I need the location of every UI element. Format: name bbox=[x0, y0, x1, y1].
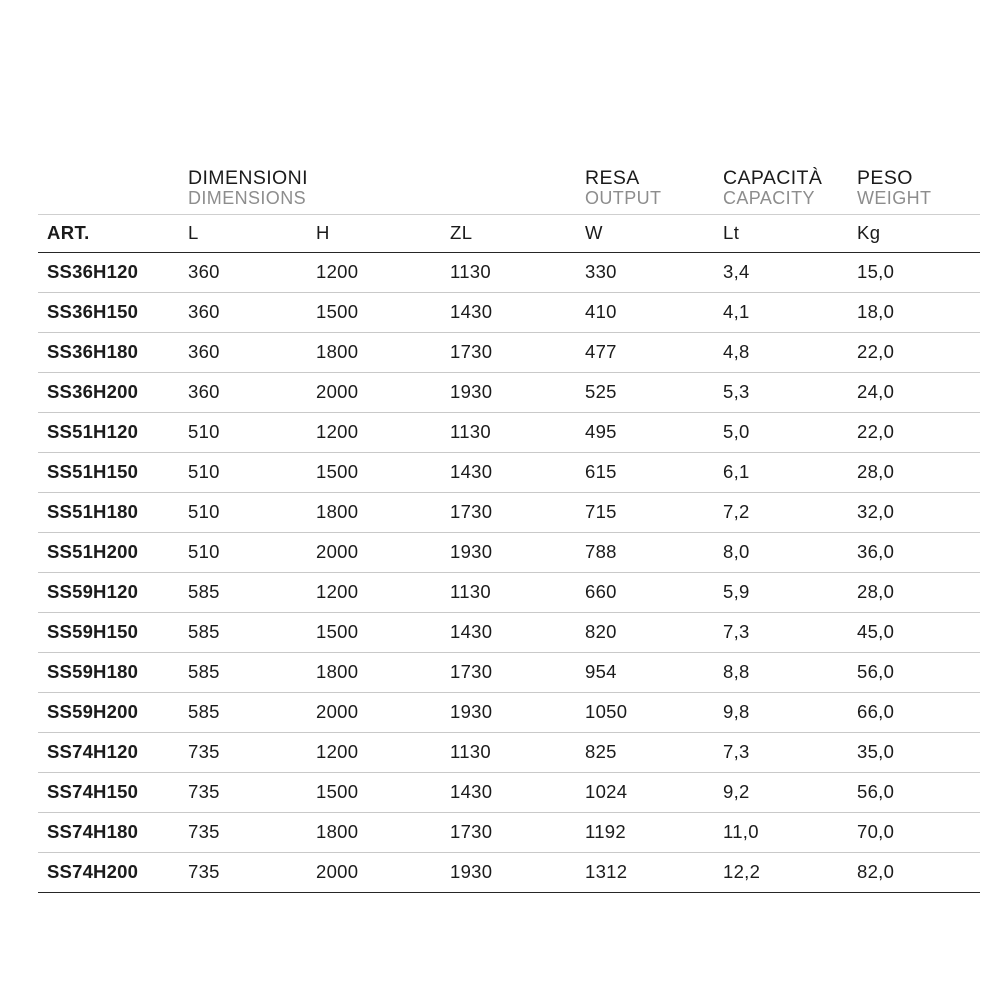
cell-lt: 9,8 bbox=[715, 693, 849, 733]
table-row bbox=[38, 293, 980, 333]
cell-kg: 18,0 bbox=[849, 293, 980, 333]
cell-zl: 1130 bbox=[442, 573, 577, 613]
table-body bbox=[38, 253, 980, 893]
cell-w: 715 bbox=[577, 493, 715, 533]
table-row bbox=[38, 453, 980, 493]
cell-kg: 36,0 bbox=[849, 533, 980, 573]
cell-w: 1024 bbox=[577, 773, 715, 813]
table-row bbox=[38, 813, 980, 853]
cell-lt: 9,2 bbox=[715, 773, 849, 813]
cell-h: 1800 bbox=[308, 653, 442, 693]
cell-w: 1192 bbox=[577, 813, 715, 853]
cell-zl: 1930 bbox=[442, 373, 577, 413]
cell-l: 360 bbox=[180, 293, 308, 333]
cell-lt: 5,0 bbox=[715, 413, 849, 453]
group-header-en: WEIGHT bbox=[857, 188, 932, 209]
cell-w: 495 bbox=[577, 413, 715, 453]
cell-w: 615 bbox=[577, 453, 715, 493]
cell-kg: 82,0 bbox=[849, 853, 980, 893]
column-label-h: H bbox=[308, 215, 442, 253]
column-label-lt: Lt bbox=[715, 215, 849, 253]
cell-art: SS51H180 bbox=[38, 493, 180, 533]
group-header-en: OUTPUT bbox=[585, 188, 662, 209]
cell-l: 735 bbox=[180, 733, 308, 773]
cell-kg: 28,0 bbox=[849, 573, 980, 613]
cell-h: 1500 bbox=[308, 613, 442, 653]
cell-w: 954 bbox=[577, 653, 715, 693]
table-row bbox=[38, 733, 980, 773]
cell-art: SS36H150 bbox=[38, 293, 180, 333]
group-header-cell-dimensioni bbox=[180, 168, 308, 215]
cell-w: 477 bbox=[577, 333, 715, 373]
table-row bbox=[38, 373, 980, 413]
cell-l: 735 bbox=[180, 813, 308, 853]
cell-kg: 24,0 bbox=[849, 373, 980, 413]
cell-kg: 70,0 bbox=[849, 813, 980, 853]
group-header-cell-empty-h bbox=[308, 168, 442, 215]
cell-l: 735 bbox=[180, 773, 308, 813]
cell-w: 330 bbox=[577, 253, 715, 293]
cell-lt: 5,9 bbox=[715, 573, 849, 613]
column-label-w: W bbox=[577, 215, 715, 253]
table-row bbox=[38, 773, 980, 813]
column-label-l: L bbox=[180, 215, 308, 253]
cell-l: 510 bbox=[180, 413, 308, 453]
cell-zl: 1930 bbox=[442, 853, 577, 893]
cell-lt: 5,3 bbox=[715, 373, 849, 413]
cell-h: 1200 bbox=[308, 413, 442, 453]
cell-zl: 1130 bbox=[442, 253, 577, 293]
cell-art: SS74H200 bbox=[38, 853, 180, 893]
cell-zl: 1930 bbox=[442, 693, 577, 733]
cell-zl: 1730 bbox=[442, 653, 577, 693]
cell-zl: 1730 bbox=[442, 333, 577, 373]
cell-h: 1500 bbox=[308, 293, 442, 333]
group-header-cell-peso bbox=[849, 168, 980, 215]
cell-art: SS59H200 bbox=[38, 693, 180, 733]
cell-lt: 4,8 bbox=[715, 333, 849, 373]
cell-lt: 8,8 bbox=[715, 653, 849, 693]
cell-kg: 66,0 bbox=[849, 693, 980, 733]
cell-l: 585 bbox=[180, 573, 308, 613]
table-row bbox=[38, 693, 980, 733]
cell-w: 1312 bbox=[577, 853, 715, 893]
cell-kg: 32,0 bbox=[849, 493, 980, 533]
cell-zl: 1730 bbox=[442, 813, 577, 853]
cell-art: SS36H180 bbox=[38, 333, 180, 373]
cell-w: 525 bbox=[577, 373, 715, 413]
column-label-kg: Kg bbox=[849, 215, 980, 253]
cell-zl: 1430 bbox=[442, 613, 577, 653]
group-header-it: PESO bbox=[857, 167, 913, 189]
cell-h: 1800 bbox=[308, 813, 442, 853]
cell-art: SS74H180 bbox=[38, 813, 180, 853]
cell-h: 1500 bbox=[308, 773, 442, 813]
cell-art: SS51H120 bbox=[38, 413, 180, 453]
cell-l: 585 bbox=[180, 653, 308, 693]
group-header-cell-art bbox=[38, 168, 180, 215]
cell-l: 585 bbox=[180, 613, 308, 653]
cell-lt: 7,3 bbox=[715, 613, 849, 653]
table-row bbox=[38, 573, 980, 613]
cell-zl: 1130 bbox=[442, 413, 577, 453]
cell-l: 360 bbox=[180, 253, 308, 293]
cell-art: SS51H150 bbox=[38, 453, 180, 493]
group-header-row bbox=[38, 168, 980, 215]
cell-h: 1800 bbox=[308, 493, 442, 533]
cell-kg: 28,0 bbox=[849, 453, 980, 493]
cell-w: 660 bbox=[577, 573, 715, 613]
cell-w: 825 bbox=[577, 733, 715, 773]
cell-zl: 1930 bbox=[442, 533, 577, 573]
cell-art: SS59H120 bbox=[38, 573, 180, 613]
cell-art: SS36H200 bbox=[38, 373, 180, 413]
cell-kg: 56,0 bbox=[849, 653, 980, 693]
cell-lt: 12,2 bbox=[715, 853, 849, 893]
cell-lt: 8,0 bbox=[715, 533, 849, 573]
cell-lt: 11,0 bbox=[715, 813, 849, 853]
cell-l: 510 bbox=[180, 493, 308, 533]
cell-art: SS74H120 bbox=[38, 733, 180, 773]
table-row bbox=[38, 853, 980, 893]
column-label-row bbox=[38, 215, 980, 253]
table-row bbox=[38, 253, 980, 293]
table-row bbox=[38, 613, 980, 653]
cell-kg: 22,0 bbox=[849, 413, 980, 453]
cell-kg: 45,0 bbox=[849, 613, 980, 653]
cell-kg: 35,0 bbox=[849, 733, 980, 773]
cell-l: 510 bbox=[180, 453, 308, 493]
group-header-cell-capacita bbox=[715, 168, 849, 215]
cell-kg: 22,0 bbox=[849, 333, 980, 373]
cell-lt: 3,4 bbox=[715, 253, 849, 293]
specifications-table bbox=[38, 168, 980, 893]
cell-art: SS59H180 bbox=[38, 653, 180, 693]
column-label-art: ART. bbox=[38, 215, 180, 253]
cell-h: 1800 bbox=[308, 333, 442, 373]
cell-h: 1200 bbox=[308, 573, 442, 613]
cell-kg: 56,0 bbox=[849, 773, 980, 813]
cell-l: 735 bbox=[180, 853, 308, 893]
cell-h: 2000 bbox=[308, 373, 442, 413]
cell-h: 2000 bbox=[308, 693, 442, 733]
cell-zl: 1730 bbox=[442, 493, 577, 533]
group-header-it: CAPACITÀ bbox=[723, 167, 823, 189]
cell-h: 1500 bbox=[308, 453, 442, 493]
group-header-cell-empty-zl bbox=[442, 168, 577, 215]
cell-art: SS59H150 bbox=[38, 613, 180, 653]
cell-w: 788 bbox=[577, 533, 715, 573]
cell-h: 1200 bbox=[308, 253, 442, 293]
cell-zl: 1430 bbox=[442, 453, 577, 493]
cell-zl: 1430 bbox=[442, 773, 577, 813]
group-header-it: DIMENSIONI bbox=[188, 167, 308, 189]
cell-zl: 1430 bbox=[442, 293, 577, 333]
cell-h: 2000 bbox=[308, 853, 442, 893]
cell-zl: 1130 bbox=[442, 733, 577, 773]
cell-lt: 6,1 bbox=[715, 453, 849, 493]
cell-lt: 4,1 bbox=[715, 293, 849, 333]
cell-art: SS36H120 bbox=[38, 253, 180, 293]
group-header-en: DIMENSIONS bbox=[188, 188, 307, 209]
cell-art: SS51H200 bbox=[38, 533, 180, 573]
cell-l: 585 bbox=[180, 693, 308, 733]
cell-kg: 15,0 bbox=[849, 253, 980, 293]
group-header-cell-resa bbox=[577, 168, 715, 215]
group-header-it: RESA bbox=[585, 167, 640, 189]
cell-l: 360 bbox=[180, 373, 308, 413]
cell-w: 820 bbox=[577, 613, 715, 653]
cell-l: 360 bbox=[180, 333, 308, 373]
table-header bbox=[38, 168, 980, 253]
cell-lt: 7,3 bbox=[715, 733, 849, 773]
table-row bbox=[38, 533, 980, 573]
cell-art: SS74H150 bbox=[38, 773, 180, 813]
table-row bbox=[38, 493, 980, 533]
table-row bbox=[38, 413, 980, 453]
cell-w: 1050 bbox=[577, 693, 715, 733]
cell-l: 510 bbox=[180, 533, 308, 573]
table-row bbox=[38, 333, 980, 373]
cell-h: 2000 bbox=[308, 533, 442, 573]
column-label-zl: ZL bbox=[442, 215, 577, 253]
cell-w: 410 bbox=[577, 293, 715, 333]
cell-h: 1200 bbox=[308, 733, 442, 773]
table-row bbox=[38, 653, 980, 693]
group-header-en: CAPACITY bbox=[723, 188, 815, 209]
cell-lt: 7,2 bbox=[715, 493, 849, 533]
